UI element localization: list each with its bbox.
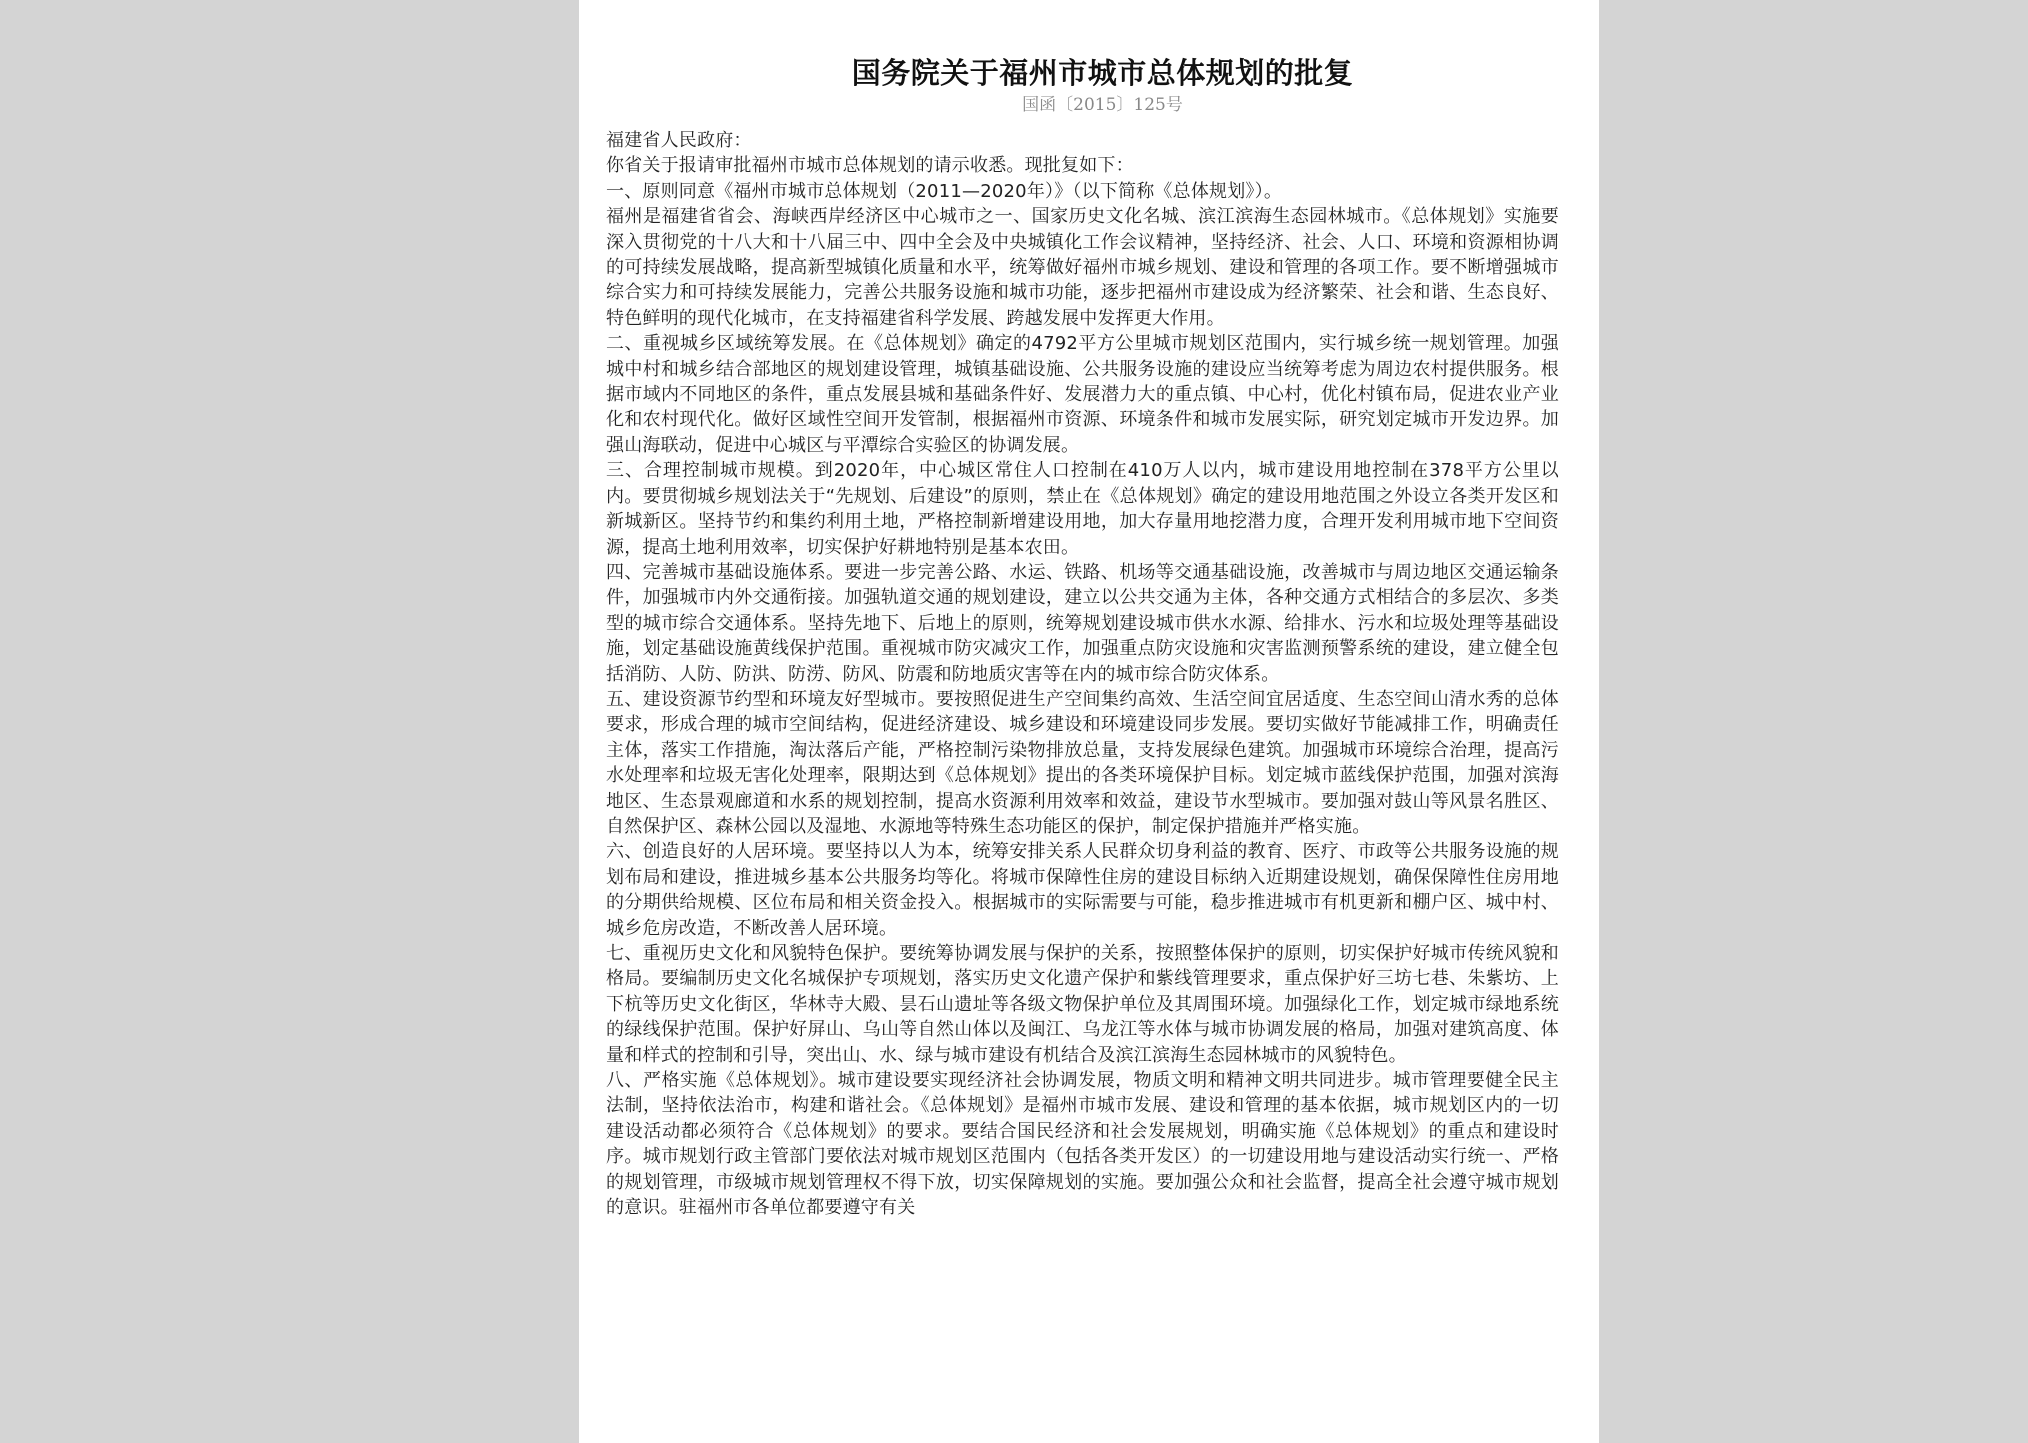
document-number: 国函〔2015〕125号 [1022,95,1183,115]
paragraph-section-1-detail: 福州是福建省省会、海峡西岸经济区中心城市之一、国家历史文化名城、滨江滨海生态园林城市。《总体规划》实施要深入贯彻党的十八大和十八届三中、四中全会及中央城镇化工作会议精神，坚持经济、社会、人口、环境和资源相协调的可持续发展战略，提高新型城镇化质量和水平，统筹做好福州市城乡规划、建设和管理的各项工作。要不断增强城市综合实力和可持续发展能力，完善公共服务设施和城市功能，逐步把福州市建设成为经济繁荣、社会和谐、生态良好、特色鲜明的现代化城市，在支持福建省科学发展、跨越发展中发挥更大作用。 [606,206,1559,329]
document-body [606,128,1559,1220]
paragraph-section-6: 六、创造良好的人居环境。要坚持以人为本，统筹安排关系人民群众切身利益的教育、医疗、市政等公共服务设施的规划布局和建设，推进城乡基本公共服务均等化。将城市保障性住房的建设目标纳入近期建设规划，确保保障性住房用地的分期供给规模、区位布局和相关资金投入。根据城市的实际需要与可能，稳步推进城市有机更新和棚户区、城中村、城乡危房改造，不断改善人居环境。 [606,841,1559,939]
document-title: 国务院关于福州市城市总体规划的批复 [851,56,1354,90]
paragraph-section-2: 二、重视城乡区域统筹发展。在《总体规划》确定的4792平方公里城市规划区范围内，实行城乡统一规划管理。加强城中村和城乡结合部地区的规划建设管理，城镇基础设施、公共服务设施的建设应当统筹考虑为周边农村提供服务。根据市域内不同地区的条件，重点发展县城和基础条件好、发展潜力大的重点镇、中心村，优化村镇布局，促进农业产业化和农村现代化。做好区域性空间开发管制，根据福州市资源、环境条件和城市发展实际，研究划定城市开发边界。加强山海联动，促进中心城区与平潭综合实验区的协调发展。 [606,333,1559,456]
paragraph-section-3: 三、合理控制城市规模。到2020年，中心城区常住人口控制在410万人以内，城市建设用地控制在378平方公里以内。要贯彻城乡规划法关于“先规划、后建设”的原则，禁止在《总体规划》确定的建设用地范围之外设立各类开发区和新城新区。坚持节约和集约利用土地，严格控制新增建设用地，加大存量用地挖潜力度，合理开发利用城市地下空间资源，提高土地利用效率，切实保护好耕地特别是基本农田。 [606,460,1559,558]
paragraph-section-1: 一、原则同意《福州市城市总体规划（2011—2020年）》（以下简称《总体规划》）。 [606,180,1283,202]
paragraph-section-7: 七、重视历史文化和风貌特色保护。要统筹协调发展与保护的关系，按照整体保护的原则，切实保护好城市传统风貌和格局。要编制历史文化名城保护专项规划，落实历史文化遗产保护和紫线管理要求，重点保护好三坊七巷、朱紫坊、上下杭等历史文化街区，华林寺大殿、昙石山遗址等各级文物保护单位及其周围环境。加强绿化工作，划定城市绿地系统的绿线保护范围。保护好屏山、乌山等自然山体以及闽江、乌龙江等水体与城市协调发展的格局，加强对建筑高度、体量和样式的控制和引导，突出山、水、绿与城市建设有机结合及滨江滨海生态园林城市的风貌特色。 [606,943,1559,1066]
paragraph-section-8: 八、严格实施《总体规划》。城市建设要实现经济社会协调发展，物质文明和精神文明共同进步。城市管理要健全民主法制，坚持依法治市，构建和谐社会。《总体规划》是福州市城市发展、建设和管理的基本依据，城市规划区内的一切建设活动都必须符合《总体规划》的要求。要结合国民经济和社会发展规划，明确实施《总体规划》的重点和建设时序。城市规划行政主管部门要依法对城市规划区范围内（包括各类开发区）的一切建设用地与建设活动实行统一、严格的规划管理，市级城市规划管理权不得下放，切实保障规划的实施。要加强公众和社会监督，提高全社会遵守城市规划的意识。驻福州市各单位都要遵守有关 [606,1070,1559,1219]
paragraph-section-5: 五、建设资源节约型和环境友好型城市。要按照促进生产空间集约高效、生活空间宜居适度、生态空间山清水秀的总体要求，形成合理的城市空间结构，促进经济建设、城乡建设和环境建设同步发展。要切实做好节能减排工作，明确责任主体，落实工作措施，淘汰落后产能，严格控制污染物排放总量，支持发展绿色建筑。加强城市环境综合治理，提高污水处理率和垃圾无害化处理率，限期达到《总体规划》提出的各类环境保护目标。划定城市蓝线保护范围，加强对滨海地区、生态景观廊道和水系的规划控制，提高水资源利用效率和效益，建设节水型城市。要加强对鼓山等风景名胜区、自然保护区、森林公园以及湿地、水源地等特殊生态功能区的保护，制定保护措施并严格实施。 [606,688,1559,837]
paragraph-section-4: 四、完善城市基础设施体系。要进一步完善公路、水运、铁路、机场等交通基础设施，改善城市与周边地区交通运输条件，加强城市内外交通衔接。加强轨道交通的规划建设，建立以公共交通为主体，各种交通方式相结合的多层次、多类型的城市综合交通体系。坚持先地下、后地上的原则，统筹规划建设城市供水水源、给排水、污水和垃圾处理等基础设施，划定基础设施黄线保护范围。重视城市防灾减灾工作，加强重点防灾设施和灾害监测预警系统的建设，建立健全包括消防、人防、防洪、防涝、防风、防震和防地质灾害等在内的城市综合防灾体系。 [606,561,1559,685]
salutation: 福建省人民政府： [606,130,752,151]
document-page [579,0,1599,1443]
paragraph-intro: 你省关于报请审批福州市城市总体规划的请示收悉。现批复如下： [606,155,1134,177]
